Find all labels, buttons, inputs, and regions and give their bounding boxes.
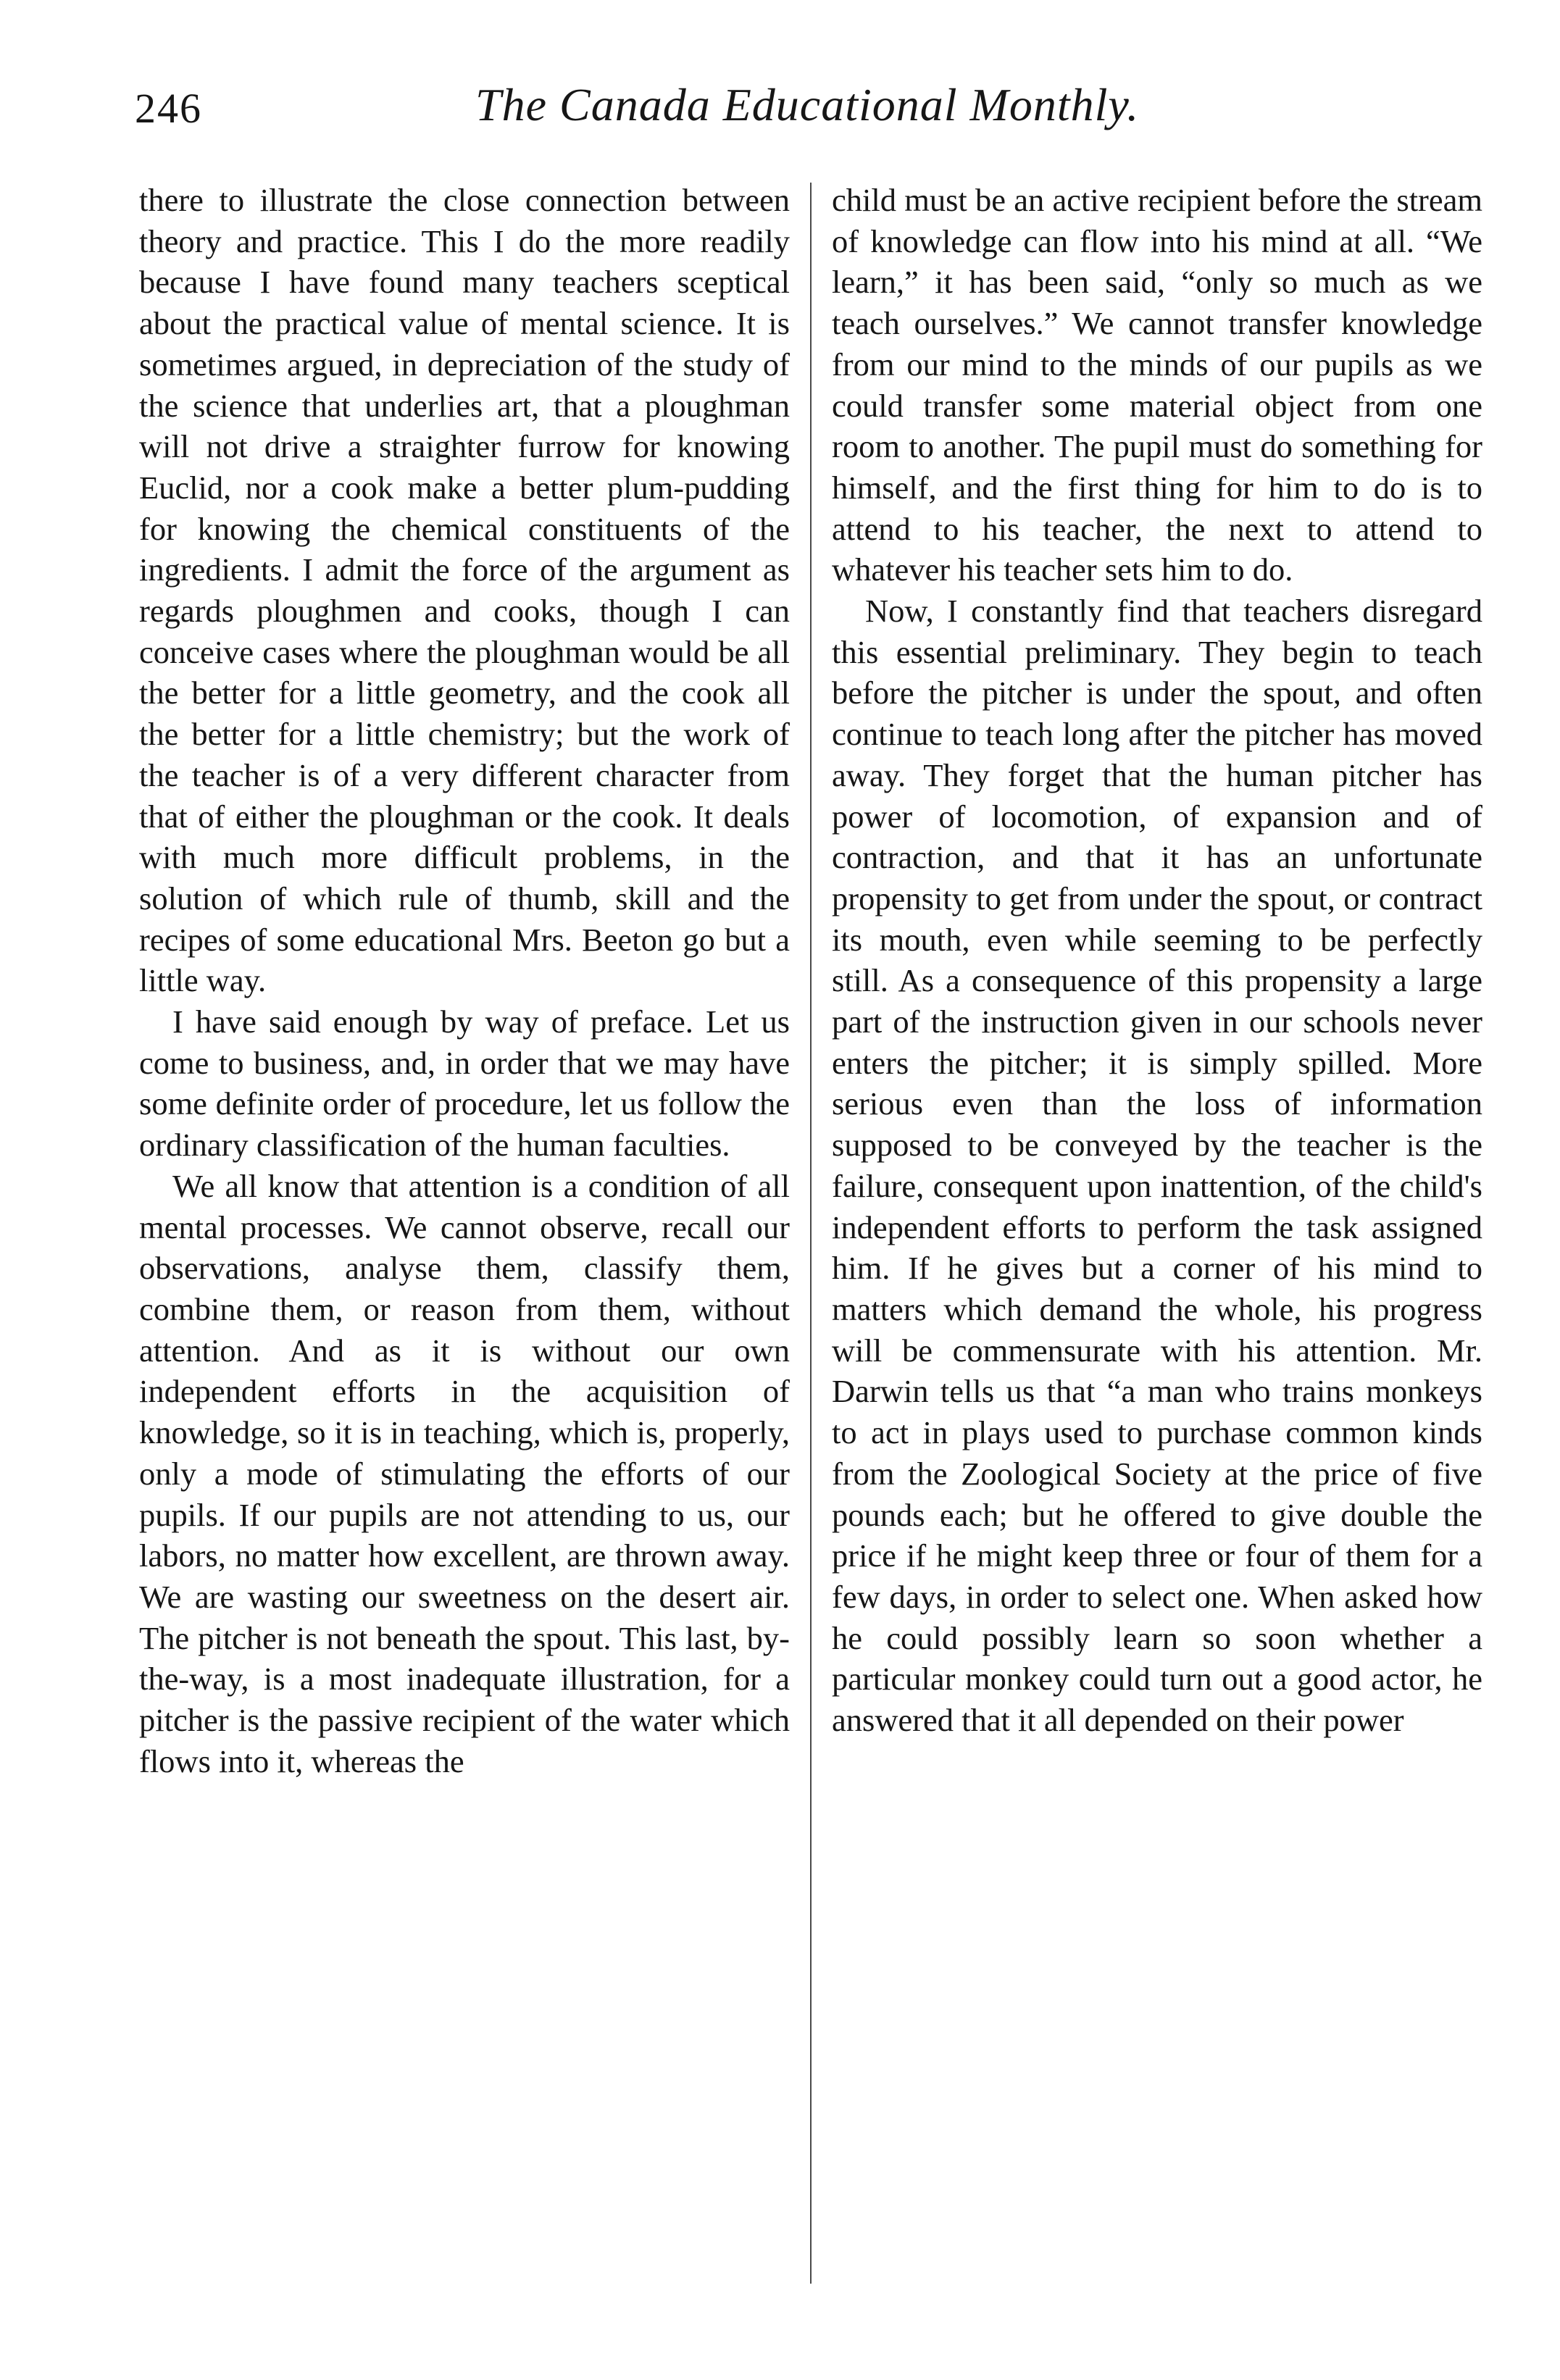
right-column	[832, 180, 1482, 2310]
paragraph: Now, I constantly find that teachers disregard this essential preliminary. They begin to teach before the pitcher is under the spout, and often continue to teach long after the pitcher has moved away. They forget that the human pitcher has power of locomotion, of expansion and of contraction, and that it has an unfortunate propensity to get from under the spout, or contract its mouth, even while seeming to be perfectly still. As a consequence of this propensity a large part of the instruction given in our schools never enters the pitcher; it is simply spilled. More serious even than the loss of information supposed to be conveyed by the teacher is the failure, consequent upon inattention, of the child's independent efforts to perform the task assigned him. If he gives but a corner of his mind to matters which demand the whole, his progress will be commensurate with his attention. Mr. Darwin tells us that “a man who trains monkeys to act in plays used to purchase common kinds from the Zoological Society at the price of five pounds each; but he offered to give double the price if he might keep three or four of them for a few days, in order to select one. When asked how he could possibly learn so soon whether a particular monkey could turn out a good actor, he answered that it all depended on their power	[832, 593, 1482, 1739]
running-header	[135, 78, 1474, 143]
paragraph: there to illustrate the close connection between theory and practice. This I do the more readily because I have found many teachers sceptical about the practical value of mental science. It is sometimes argued, in depreciation of the study of the science that underlies art, that a ploughman will not drive a straighter furrow for knowing Euclid, nor a cook make a better plum-pudding for knowing the chemical constituents of the ingredients. I admit the force of the argument as regards ploughmen and cooks, though I can conceive cases where the ploughman would be all the better for a little geometry, and the cook all the better for a little chemistry; but the work of the teacher is of a very different character from that of either the ploughman or the cook. It deals with much more difficult problems, in the solution of which rule of thumb, skill and the recipes of some educational Mrs. Beeton go but a little way.	[139, 182, 790, 999]
running-title: The Canada Educational Monthly.	[475, 79, 1140, 130]
column-divider	[810, 183, 812, 2284]
page-number: 246	[135, 85, 202, 132]
paragraph: We all know that attention is a condition of all mental processes. We cannot observe, recall our observations, analyse them, classify them, combine them, or reason from them, without attention. And as it is without our own independent efforts in the acquisition of knowledge, so it is in teaching, which is, properly, only a mode of stimulating the efforts of our pupils. If our pupils are not attending to us, our labors, no matter how excellent, are thrown away. We are wasting our sweetness on the desert air. The pitcher is not beneath the spout. This last, by-the-way, is a most inadequate illustration, for a pitcher is the passive recipient of the water which flows into it, whereas the	[139, 1167, 790, 1779]
left-column	[139, 180, 790, 2310]
paragraph: I have said enough by way of preface. Let us come to business, and, in order that we may have some definite order of procedure, let us follow the ordinary classification of the human faculties.	[139, 1003, 790, 1164]
paragraph: child must be an active recipient before the stream of knowledge can flow into his mind at all. “We learn,” it has been said, “only so much as we teach ourselves.” We cannot transfer knowledge from our mind to the minds of our pupils as we could transfer some material object from one room to another. The pupil must do something for himself, and the first thing for him to do is to attend to his teacher, the next to attend to whatever his teacher sets him to do.	[832, 182, 1482, 588]
